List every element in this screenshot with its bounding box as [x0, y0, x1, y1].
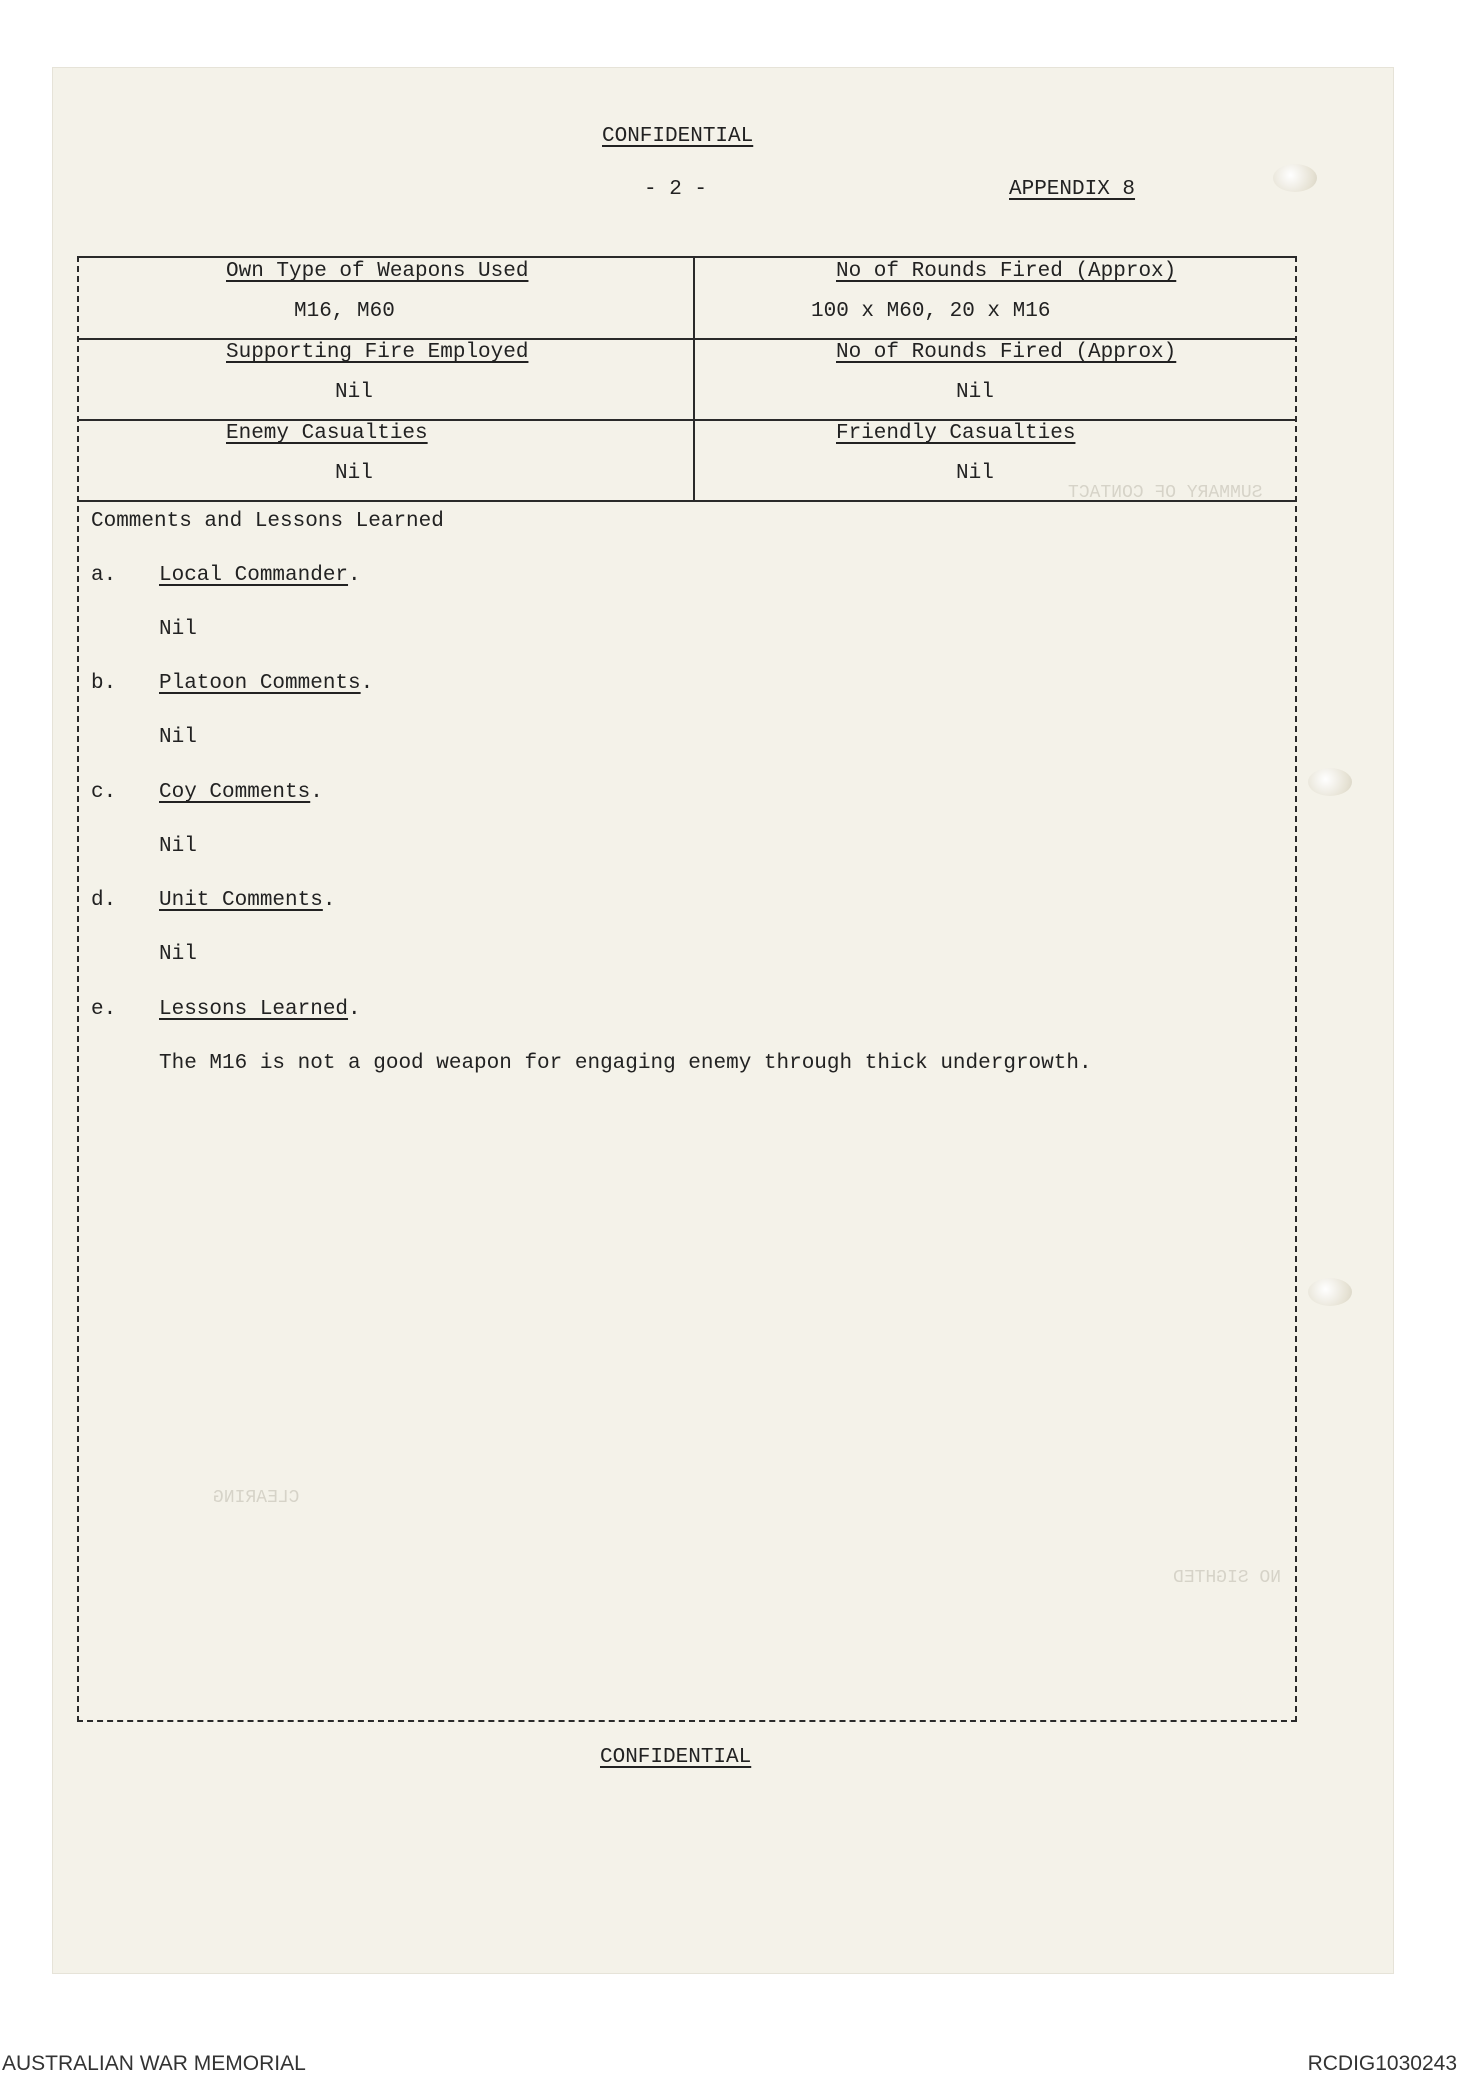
item-heading: Platoon Comments. [159, 672, 374, 695]
show-through-text: NO SIGHTED [1173, 1568, 1282, 1588]
item-heading: Unit Comments. [159, 889, 336, 912]
show-through-text: SUMMARY OF CONTACT [1068, 483, 1263, 503]
support-rounds-label: No of Rounds Fired (Approx) [836, 341, 1177, 364]
item-heading: Coy Comments. [159, 781, 323, 804]
classification-footer: CONFIDENTIAL [600, 1746, 752, 1769]
support-rounds-value: Nil [956, 381, 994, 404]
page-number: - 2 - [644, 178, 708, 201]
table-row [79, 420, 1295, 502]
show-through-text: CLEARING [213, 1488, 300, 1508]
supporting-fire-value: Nil [335, 381, 373, 404]
item-heading: Local Commander. [159, 564, 361, 587]
item-letter: e. [91, 998, 117, 1021]
item-letter: b. [91, 672, 117, 695]
contact-report-form [77, 256, 1297, 1722]
item-text: Nil [159, 618, 197, 641]
comments-section-title: Comments and Lessons Learned [91, 510, 444, 533]
friendly-casualties-value: Nil [956, 462, 994, 485]
table-row [79, 258, 1295, 340]
item-letter: d. [91, 889, 117, 912]
rounds-fired-label: No of Rounds Fired (Approx) [836, 260, 1177, 283]
appendix-label: APPENDIX 8 [1009, 178, 1136, 201]
own-weapons-label: Own Type of Weapons Used [226, 260, 529, 283]
supporting-fire-label: Supporting Fire Employed [226, 341, 529, 364]
item-heading: Lessons Learned. [159, 998, 361, 1021]
archive-footer [0, 2040, 1461, 2082]
rounds-fired-value: 100 x M60, 20 x M16 [811, 300, 1051, 323]
item-text: The M16 is not a good weapon for engaging enemy through thick undergrowth. [159, 1052, 1092, 1075]
enemy-casualties-value: Nil [335, 462, 373, 485]
staple-hole [1273, 164, 1317, 192]
table-row [79, 339, 1295, 421]
staple-hole [1308, 1278, 1352, 1306]
item-text: Nil [159, 726, 197, 749]
item-text: Nil [159, 835, 197, 858]
enemy-casualties-label: Enemy Casualties [226, 422, 428, 445]
item-letter: a. [91, 564, 117, 587]
classification-header: CONFIDENTIAL [602, 125, 754, 148]
institution-name: AUSTRALIAN WAR MEMORIAL [2, 2052, 306, 2075]
item-letter: c. [91, 781, 117, 804]
own-weapons-value: M16, M60 [294, 300, 395, 323]
staple-hole [1308, 768, 1352, 796]
item-text: Nil [159, 943, 197, 966]
archive-reference: RCDIG1030243 [1307, 2052, 1457, 2075]
friendly-casualties-label: Friendly Casualties [836, 422, 1076, 445]
